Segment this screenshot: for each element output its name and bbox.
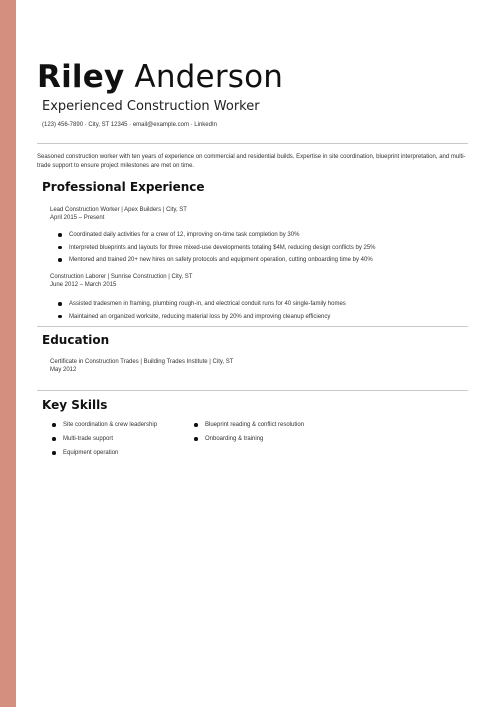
list-item: Mentored and trained 20+ new hires on safety protocols and equipment operation, cutting onboarding time by 40% xyxy=(58,256,376,269)
candidate-name xyxy=(37,57,283,97)
contact-line: (123) 456-7890 · City, ST 12345 · email@example.com · LinkedIn xyxy=(42,122,217,128)
skill-item: Blueprint reading & conflict resolution xyxy=(194,421,344,429)
job-1-header xyxy=(50,206,187,222)
skill-item: Site coordination & crew leadership xyxy=(52,421,194,429)
job-2-bullets xyxy=(58,300,346,325)
last-name: Anderson xyxy=(134,59,284,95)
job-1-bullets xyxy=(58,231,376,269)
education-entry xyxy=(50,358,233,374)
job-2-dates: June 2012 – March 2015 xyxy=(50,282,117,288)
skill-item: Equipment operation xyxy=(52,449,194,457)
job-title: Experienced Construction Worker xyxy=(42,99,260,114)
skills-list xyxy=(52,421,352,457)
education-line: Certificate in Construction Trades | Building Trades Institute | City, ST xyxy=(50,359,234,365)
education-date: May 2012 xyxy=(50,367,77,373)
summary-text: Seasoned construction worker with ten years of experience on commercial and residential builds. Expertise in site coordination, blueprint interpretation, and multi-trade support to ensure project milestones are met on time. xyxy=(37,154,466,169)
section-title-experience: Professional Experience xyxy=(42,180,205,194)
section-title-skills: Key Skills xyxy=(42,398,108,412)
job-1-title-line: Lead Construction Worker | Apex Builders | City, ST xyxy=(50,207,187,213)
list-item: Assisted tradesmen in framing, plumbing rough-in, and electrical conduit runs for 40 single-family homes xyxy=(58,300,346,313)
first-name: Riley xyxy=(37,59,125,95)
header-divider xyxy=(37,143,468,144)
skill-item: Multi-trade support xyxy=(52,435,194,443)
accent-side-bar xyxy=(0,0,16,707)
education-divider xyxy=(37,390,468,391)
job-2-header xyxy=(50,273,192,289)
job-1-dates: April 2015 – Present xyxy=(50,215,105,221)
job-2-title-line: Construction Laborer | Sunrise Construction | City, ST xyxy=(50,274,193,280)
list-item: Maintained an organized worksite, reducing material loss by 20% and improving cleanup efficiency xyxy=(58,313,346,326)
list-item: Coordinated daily activities for a crew of 12, improving on-time task completion by 30% xyxy=(58,231,376,244)
experience-divider xyxy=(37,326,468,327)
list-item: Interpreted blueprints and layouts for three mixed-use developments totaling $4M, reducing design conflicts by 25% xyxy=(58,244,376,257)
skill-item: Onboarding & training xyxy=(194,435,344,443)
section-title-education: Education xyxy=(42,333,110,347)
